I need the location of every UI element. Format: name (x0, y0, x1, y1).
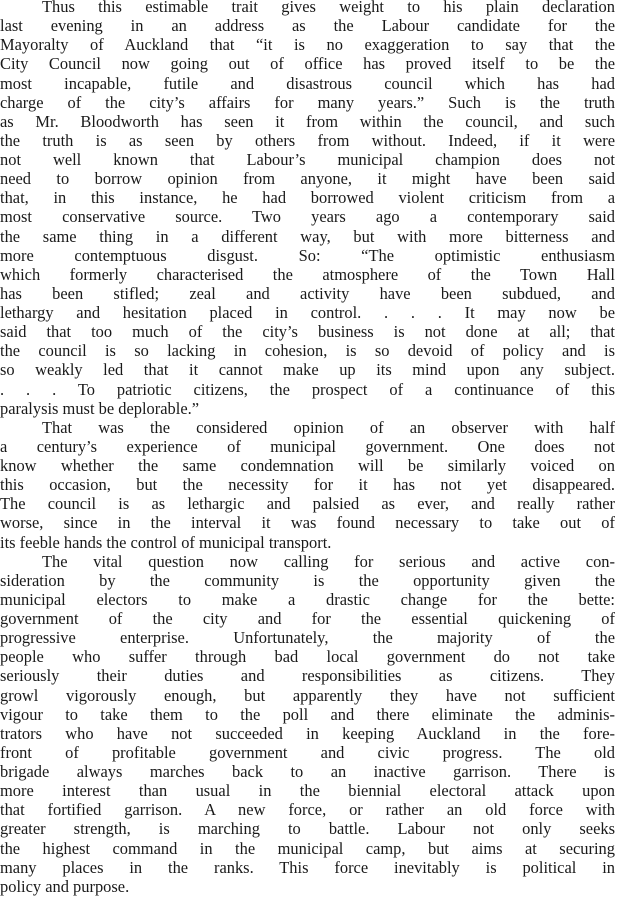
text-line: the truth is as seen by others from without. Indeed, if it were (0, 130, 615, 150)
text-line: municipal electors to make a drastic change for the bette: (0, 589, 615, 609)
text-line: Thus this estimable trait gives weight to his plain declaration (42, 0, 615, 16)
text-line: the same thing in a different way, but with more bitterness and (0, 226, 615, 246)
text-line: most incapable, futile and disastrous council which has had (0, 73, 615, 93)
text-line: seriously their duties and responsibilities as citizens. They (0, 666, 615, 686)
text-line: paralysis must be deplorable.” (0, 398, 200, 418)
text-line: charge of the city’s affairs for many years.” Such is the truth (0, 92, 615, 112)
text-line: progressive enterprise. Unfortunately, the majority of the (0, 628, 615, 648)
text-line: that fortified garrison. A new force, or rather an old force with (0, 800, 615, 820)
text-line: that, in this instance, he had borrowed violent criticism from a (0, 188, 615, 208)
text-line: The vital question now calling for serious and active con- (42, 551, 615, 571)
text-line: most conservative source. Two years ago a contemporary said (0, 207, 615, 227)
text-line: Mayoralty of Auckland that “it is no exaggeration to say that the (0, 35, 615, 55)
text-line: lethargy and hesitation placed in control. . . . It may now be (0, 303, 615, 323)
text-line: a century’s experience of municipal government. One does not (0, 436, 615, 456)
text-line: need to borrow opinion from anyone, it might have been said (0, 169, 615, 189)
text-line: know whether the same condemnation will be similarly voiced on (0, 456, 615, 476)
text-line: last evening in an address as the Labour candidate for the (0, 16, 615, 36)
text-line: said that too much of the city’s business is not done at all; that (0, 322, 615, 342)
text-line: vigour to take them to the poll and there eliminate the adminis- (0, 704, 615, 724)
text-line: has been stifled; zeal and activity have been subdued, and (0, 283, 615, 303)
text-line: its feeble hands the control of municipal transport. (0, 532, 332, 552)
text-line: The council is as lethargic and palsied as ever, and really rather (0, 494, 615, 514)
text-line: front of profitable government and civic progress. The old (0, 742, 615, 762)
text-line: policy and purpose. (0, 876, 130, 896)
text-line: greater strength, is marching to battle. Labour not only seeks (0, 819, 615, 839)
text-line: the highest command in the municipal camp, but aims at securing (0, 838, 615, 858)
text-line: more interest than usual in the biennial electoral attack upon (0, 781, 615, 801)
text-line: not well known that Labour’s municipal champion does not (0, 150, 615, 170)
text-line: the council is so lacking in cohesion, is so devoid of policy and is (0, 341, 615, 361)
text-line: so weakly led that it cannot make up its mind upon any subject. (0, 360, 615, 380)
text-line: sideration by the community is the opportunity given the (0, 570, 615, 590)
text-line: this occasion, but the necessity for it has not yet disappeared. (0, 475, 615, 495)
text-line: . . . To patriotic citizens, the prospect of a continuance of this (0, 379, 615, 399)
text-line: That was the considered opinion of an observer with half (42, 417, 615, 437)
text-line: government of the city and for the essential quickening of (0, 609, 615, 629)
text-line: which formerly characterised the atmosphere of the Town Hall (0, 264, 615, 284)
text-line: City Council now going out of office has proved itself to be the (0, 54, 615, 74)
text-line: growl vigorously enough, but apparently they have not sufficient (0, 685, 615, 705)
text-line: as Mr. Bloodworth has seen it from within the council, and such (0, 111, 615, 131)
text-line: trators who have not succeeded in keeping Auckland in the fore- (0, 723, 615, 743)
text-line: brigade always marches back to an inactive garrison. There is (0, 762, 615, 782)
text-line: many places in the ranks. This force inevitably is political in (0, 857, 615, 877)
text-line: more contemptuous disgust. So: “The optimistic enthusiasm (0, 245, 615, 265)
text-line: worse, since in the interval it was found necessary to take out of (0, 513, 615, 533)
text-line: people who suffer through bad local government do not take (0, 647, 615, 667)
